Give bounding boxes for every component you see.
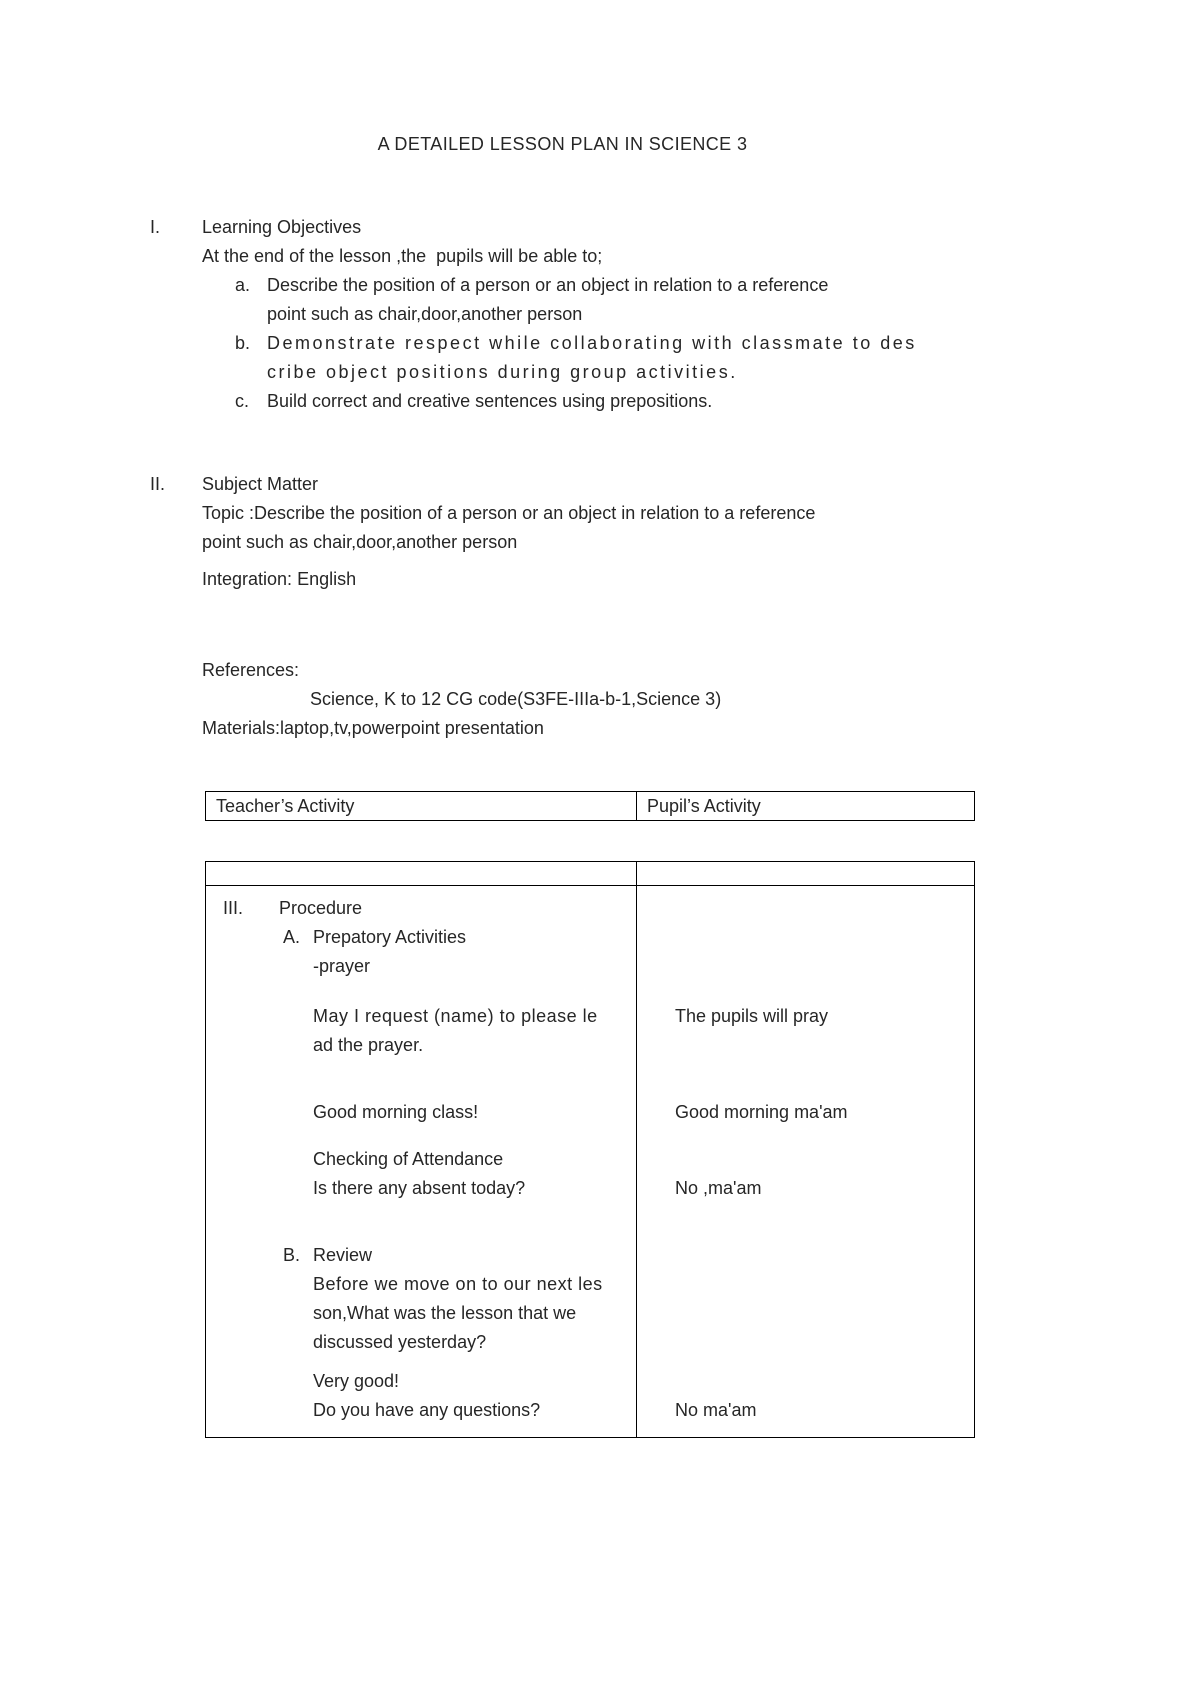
procedure-table bbox=[205, 861, 975, 1438]
part-b-label: B. bbox=[283, 1245, 301, 1265]
reference-line: Science, K to 12 CG code(S3FE-IIIa-b-1,Science 3) bbox=[310, 689, 722, 709]
objective-label-c: c. bbox=[235, 391, 250, 411]
teacher-line: discussed yesterday? bbox=[313, 1332, 487, 1352]
teacher-line: May I request (name) to please le bbox=[313, 1006, 598, 1026]
part-a-label: A. bbox=[283, 927, 301, 947]
teacher-line: son,What was the lesson that we bbox=[313, 1303, 577, 1323]
teacher-line: Checking of Attendance bbox=[313, 1149, 504, 1169]
section-number-iii: III. bbox=[223, 898, 244, 918]
pupil-response: Good morning ma'am bbox=[675, 1102, 848, 1122]
pupil-response: No ,ma'am bbox=[675, 1178, 762, 1198]
procedure-heading-label: Procedure bbox=[279, 898, 363, 918]
pupil-attendance-response-cell bbox=[637, 1127, 974, 1203]
section-number-i: I. bbox=[150, 217, 161, 237]
materials-line: Materials:laptop,tv,powerpoint presentation bbox=[202, 718, 544, 738]
objective-a-line-2: point such as chair,door,another person bbox=[267, 304, 583, 324]
pupil-empty-cell bbox=[637, 1203, 974, 1357]
objective-a-line-1: Describe the position of a person or an object in relation to a reference bbox=[267, 275, 829, 295]
integration-line: Integration: English bbox=[202, 569, 357, 589]
activity-header-table bbox=[205, 791, 975, 821]
teacher-line: Very good! bbox=[313, 1371, 400, 1391]
section-subject-matter bbox=[150, 470, 975, 743]
objective-label-b: b. bbox=[235, 333, 251, 353]
topic-line-1: Topic :Describe the position of a person or an object in relation to a reference bbox=[202, 503, 816, 523]
objective-item-b bbox=[202, 329, 975, 387]
objective-item-a bbox=[202, 271, 975, 329]
pupil-activity-header: Pupil’s Activity bbox=[647, 796, 761, 816]
procedure-table-empty-cell-left bbox=[206, 862, 637, 886]
teacher-line: Before we move on to our next les bbox=[313, 1274, 603, 1294]
teacher-line: ad the prayer. bbox=[313, 1035, 424, 1055]
teacher-line: Is there any absent today? bbox=[313, 1178, 526, 1198]
procedure-heading bbox=[223, 894, 630, 923]
objective-b-line-2: cribe object positions during group activities. bbox=[267, 362, 738, 382]
objective-c-line-1: Build correct and creative sentences using prepositions. bbox=[267, 391, 713, 411]
procedure-heading-cell bbox=[206, 886, 637, 981]
objective-b-line-1: Demonstrate respect while collaborating with classmate to des bbox=[267, 333, 917, 353]
part-b-title: Review bbox=[313, 1245, 373, 1265]
pupil-prayer-response-cell bbox=[637, 981, 974, 1060]
topic-line-2: point such as chair,door,another person bbox=[202, 532, 518, 552]
teacher-review-cell bbox=[206, 1203, 637, 1357]
pupil-questions-response-cell bbox=[637, 1357, 974, 1437]
teacher-attendance-cell bbox=[206, 1127, 637, 1203]
part-a-title: Prepatory Activities bbox=[313, 927, 467, 947]
pupil-response: No ma'am bbox=[675, 1400, 757, 1420]
pupil-empty-cell bbox=[637, 886, 974, 981]
document-title: A DETAILED LESSON PLAN IN SCIENCE 3 bbox=[377, 134, 748, 154]
objectives-intro: At the end of the lesson ,the pupils will be able to; bbox=[202, 246, 603, 266]
procedure-table-empty-cell-right bbox=[637, 862, 974, 886]
references-label: References: bbox=[202, 660, 300, 680]
part-a-heading bbox=[223, 923, 630, 952]
prayer-note: -prayer bbox=[313, 956, 371, 976]
subject-matter-heading: Subject Matter bbox=[202, 474, 319, 494]
pupil-response: The pupils will pray bbox=[675, 1006, 829, 1026]
teacher-questions-cell bbox=[206, 1357, 637, 1437]
pupil-greeting-response-cell bbox=[637, 1060, 974, 1127]
teacher-activity-header: Teacher’s Activity bbox=[206, 792, 637, 820]
part-b-heading bbox=[223, 1241, 630, 1270]
objective-label-a: a. bbox=[235, 275, 251, 295]
section-objectives bbox=[150, 213, 975, 416]
teacher-prayer-request-cell bbox=[206, 981, 637, 1060]
objectives-heading: Learning Objectives bbox=[202, 217, 362, 237]
teacher-greeting-cell bbox=[206, 1060, 637, 1127]
section-number-ii: II. bbox=[150, 474, 166, 494]
objective-item-c bbox=[202, 387, 975, 416]
teacher-line: Good morning class! bbox=[313, 1102, 479, 1122]
teacher-line: Do you have any questions? bbox=[313, 1400, 541, 1420]
